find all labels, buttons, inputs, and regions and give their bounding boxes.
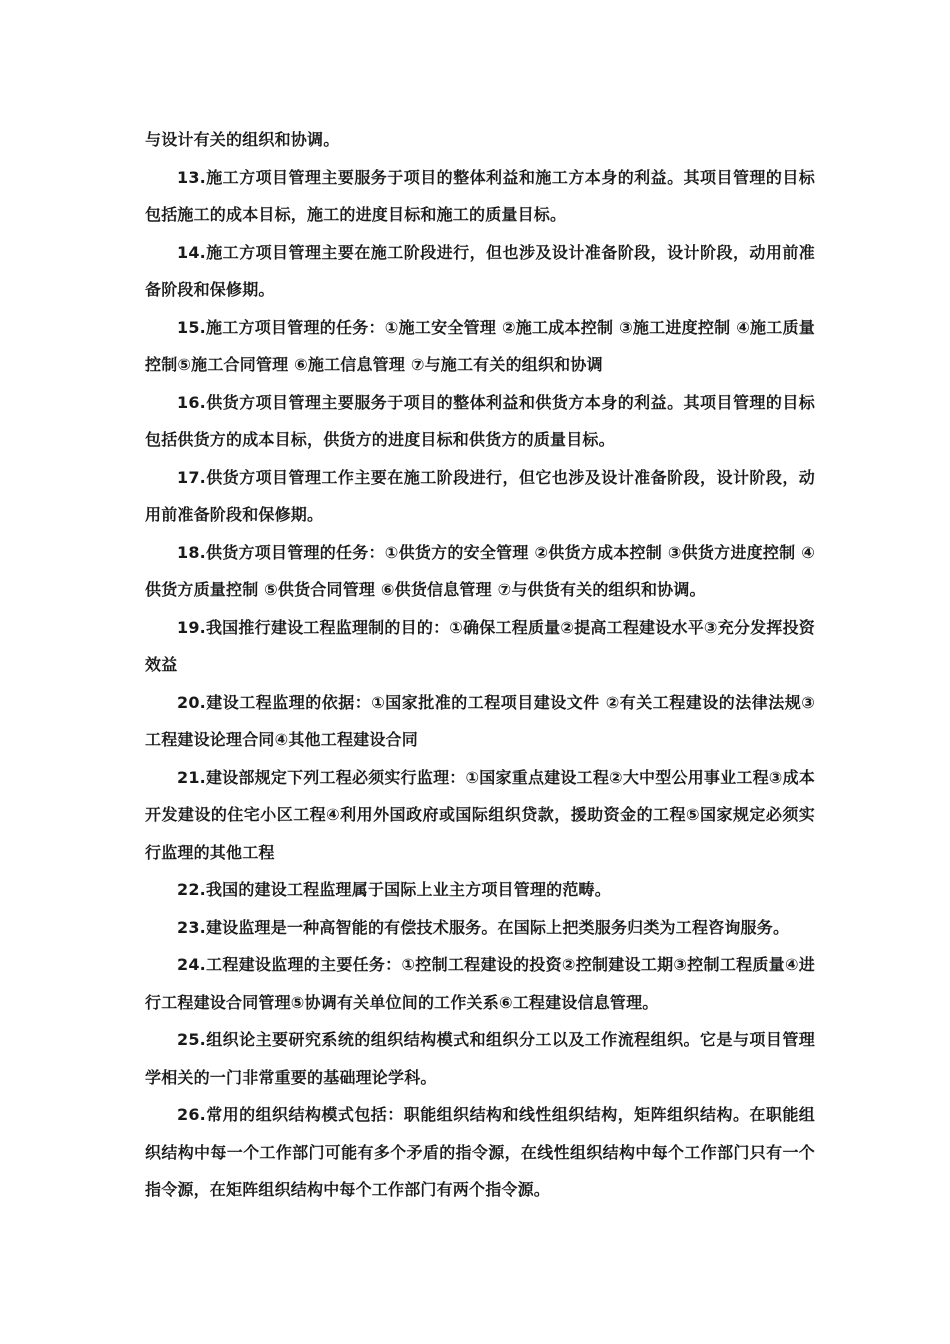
paragraph-16: 16.供货方项目管理主要服务于项目的整体利益和供货方本身的利益。其项目管理的目标包括供货方的成本目标，供货方的进度目标和供货方的质量目标。	[145, 392, 815, 449]
paragraph-18: 18.供货方项目管理的任务：①供货方的安全管理 ②供货方成本控制 ③供货方进度控制 ④供货方质量控制 ⑤供货合同管理 ⑥供货信息管理 ⑦与供货有关的组织和协调。	[145, 542, 815, 599]
paragraph-14: 14.施工方项目管理主要在施工阶段进行，但也涉及设计准备阶段，设计阶段，动用前准备阶段和保修期。	[145, 242, 815, 299]
paragraph-17: 17.供货方项目管理工作主要在施工阶段进行，但它也涉及设计准备阶段，设计阶段，动用前准备阶段和保修期。	[145, 467, 815, 524]
paragraph-13: 13.施工方项目管理主要服务于项目的整体利益和施工方本身的利益。其项目管理的目标包括施工的成本目标，施工的进度目标和施工的质量目标。	[145, 167, 815, 224]
paragraph-20: 20.建设工程监理的依据：①国家批准的工程项目建设文件 ②有关工程建设的法律法规③工程建设论理合同④其他工程建设合同	[145, 692, 815, 749]
paragraph-continuation: 与设计有关的组织和协调。	[145, 130, 340, 149]
paragraph-24: 24.工程建设监理的主要任务：①控制工程建设的投资②控制建设工期③控制工程质量④进行工程建设合同管理⑤协调有关单位间的工作关系⑥工程建设信息管理。	[145, 955, 815, 1012]
paragraph-22: 22.我国的建设工程监理属于国际上业主方项目管理的范畴。	[177, 880, 611, 899]
paragraph-19: 19.我国推行建设工程监理制的目的：①确保工程质量②提高工程建设水平③充分发挥投资效益	[145, 617, 815, 674]
paragraph-15: 15.施工方项目管理的任务：①施工安全管理 ②施工成本控制 ③施工进度控制 ④施工质量控制⑤施工合同管理 ⑥施工信息管理 ⑦与施工有关的组织和协调	[145, 317, 815, 374]
paragraph-25: 25.组织论主要研究系统的组织结构模式和组织分工以及工作流程组织。它是与项目管理学相关的一门非常重要的基础理论学科。	[145, 1030, 815, 1087]
paragraph-23: 23.建设监理是一种高智能的有偿技术服务。在国际上把类服务归类为工程咨询服务。	[177, 917, 790, 937]
paragraph-21: 21.建设部规定下列工程必须实行监理：①国家重点建设工程②大中型公用事业工程③成本开发建设的住宅小区工程④利用外国政府或国际组织贷款，援助资金的工程⑤国家规定必须实行监理的其他工程	[145, 767, 815, 862]
document-body	[145, 121, 815, 1209]
paragraph-26: 26.常用的组织结构模式包括：职能组织结构和线性组织结构，矩阵组织结构。在职能组织结构中每一个工作部门可能有多个矛盾的指令源，在线性组织结构中每个工作部门只有一个指令源，在矩阵组织结构中每个工作部门有两个指令源。	[145, 1105, 815, 1199]
